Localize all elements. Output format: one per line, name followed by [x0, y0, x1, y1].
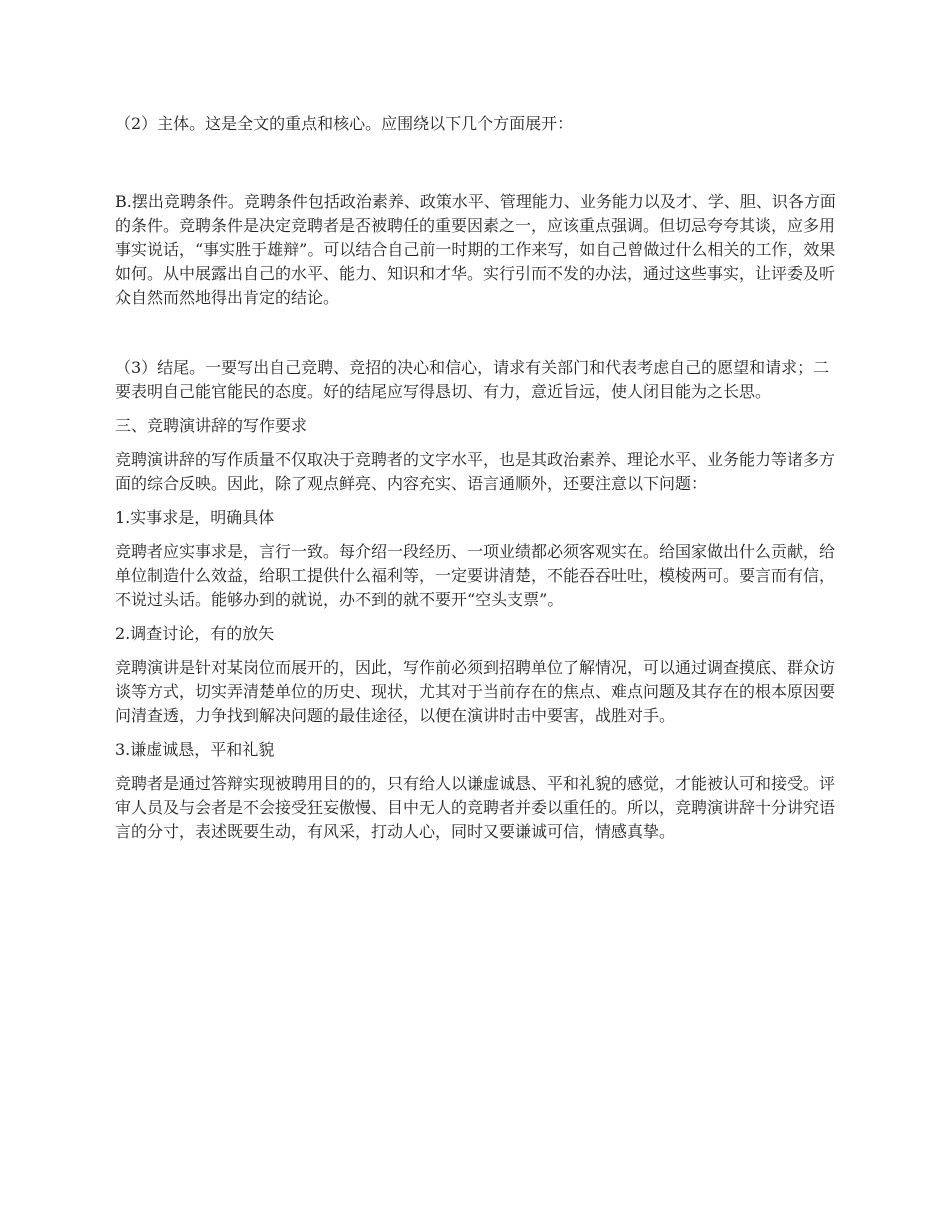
subheading-modest-polite: 3.谦虚诚恳，平和礼貌 — [115, 740, 275, 759]
section-heading-writing-requirements: 三、竞聘演讲辞的写作要求 — [115, 416, 308, 435]
paragraph-requirements-intro: 竞聘演讲辞的写作质量不仅取决于竞聘者的文字水平，也是其政治素养、理论水平、业务能力等诸多方面的综合反映。因此，除了观点鲜亮、内容充实、语言通顺外，还要注意以下问题： — [115, 450, 836, 493]
document-body — [115, 112, 845, 854]
paragraph-body-section-intro: （2）主体。这是全文的重点和核心。应围绕以下几个方面展开： — [115, 114, 574, 133]
paragraph-competition-conditions: B.摆出竞聘条件。竞聘条件包括政治素养、政策水平、管理能力、业务能力以及才、学、胆、识各方面的条件。竞聘条件是决定竞聘者是否被聘任的重要因素之一，应该重点强调。但切忌夸夸其谈，应多用事实说话，“事实胜于雄辩”。可以结合自己前一时期的工作来写，如自己曾做过什么相关的工作，效果如何。从中展露出自己的水平、能力、知识和才华。实行引而不发的办法，通过这些事实，让评委及听众自然而然地得出肯定的结论。 — [115, 192, 836, 307]
paragraph-modest-polite: 竞聘者是通过答辩实现被聘用目的的，只有给人以谦虚诚恳、平和礼貌的感觉，才能被认可和接受。评审人员及与会者是不会接受狂妄傲慢、目中无人的竞聘者并委以重任的。所以，竞聘演讲辞十分讲究语言的分寸，表述既要生动，有风采，打动人心，同时又要谦诚可信，情感真挚。 — [115, 774, 836, 841]
subheading-seek-truth: 1.实事求是，明确具体 — [115, 508, 275, 527]
paragraph-ending-section: （3）结尾。一要写出自己竞聘、竞招的决心和信心，请求有关部门和代表考虑自己的愿望和请求；二要表明自己能官能民的态度。好的结尾应写得恳切、有力，意近旨远，使人闭目能为之长思。 — [115, 358, 830, 401]
paragraph-seek-truth: 竞聘者应实事求是，言行一致。每介绍一段经历、一项业绩都必须客观实在。给国家做出什么贡献，给单位制造什么效益，给职工提供什么福利等，一定要讲清楚，不能吞吞吐吐，模棱两可。要言而有信，不说过头话。能够办到的就说，办不到的就不要开“空头支票”。 — [115, 542, 836, 609]
subheading-investigate: 2.调查讨论，有的放矢 — [115, 624, 275, 643]
paragraph-investigate: 竞聘演讲是针对某岗位而展开的，因此，写作前必须到招聘单位了解情况，可以通过调查摸底、群众访谈等方式，切实弄清楚单位的历史、现状，尤其对于当前存在的焦点、难点问题及其存在的根本原因要问清查透，力争找到解决问题的最佳途径，以便在演讲时击中要害，战胜对手。 — [115, 658, 836, 725]
